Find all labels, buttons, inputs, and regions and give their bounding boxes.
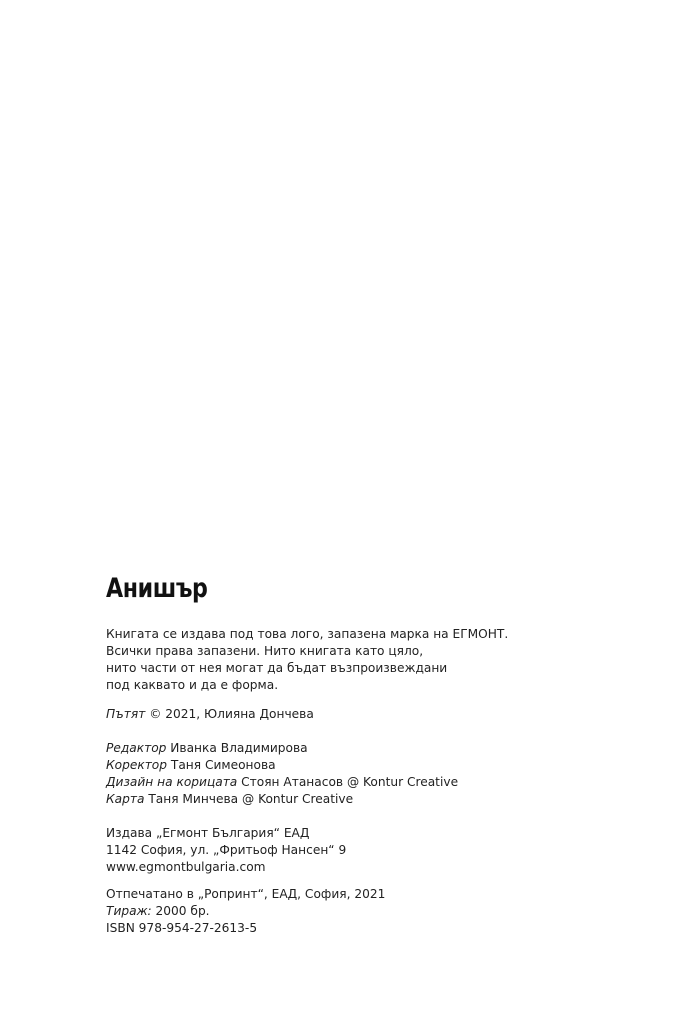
credit-item: [106, 774, 458, 791]
print-run: [106, 903, 385, 920]
printed-by: Отпечатано в „Ропринт“, ЕАД, София, 2021: [106, 887, 386, 901]
isbn: ISBN 978-954-27-2613-5: [106, 921, 258, 935]
notice-line: под каквато и да е форма.: [106, 678, 279, 692]
print-run-value: 2000 бр.: [155, 904, 210, 918]
credit-item: [106, 757, 458, 774]
credit-role: Карта: [106, 792, 145, 806]
credit-role: Дизайн на корицата: [106, 775, 238, 789]
copyright-line: [106, 706, 314, 723]
credit-item: [106, 791, 458, 808]
printing-info: [106, 886, 385, 937]
credit-name: Стоян Атанасов @ Kontur Creative: [241, 775, 459, 789]
credit-role: Коректор: [106, 758, 167, 772]
credits-list: [106, 740, 458, 808]
notice-line: Книгата се издава под това лого, запазена марка на ЕГМОНТ.: [106, 627, 509, 641]
publisher-info: [106, 825, 346, 876]
credit-name: Таня Минчева @ Kontur Creative: [148, 792, 354, 806]
credit-name: Таня Симеонова: [170, 758, 276, 772]
book-title-label: Пътят: [106, 707, 146, 721]
credit-name: Иванка Владимирова: [170, 741, 308, 755]
notice-line: нито части от нея могат да бъдат възпроизвеждани: [106, 661, 448, 675]
rights-notice: [106, 626, 508, 694]
publisher-address: 1142 София, ул. „Фритьоф Нансен“ 9: [106, 843, 347, 857]
credit-role: Редактор: [106, 741, 167, 755]
credit-item: [106, 740, 458, 757]
publisher-logo: Анишър: [106, 573, 208, 604]
publisher-website: www.egmontbulgaria.com: [106, 860, 266, 874]
copyright-value: © 2021, Юлияна Дончева: [149, 707, 314, 721]
notice-line: Всички права запазени. Нито книгата като цяло,: [106, 644, 424, 658]
publisher-name: Издава „Егмонт България“ ЕАД: [106, 826, 310, 840]
print-run-label: Тираж:: [106, 904, 152, 918]
